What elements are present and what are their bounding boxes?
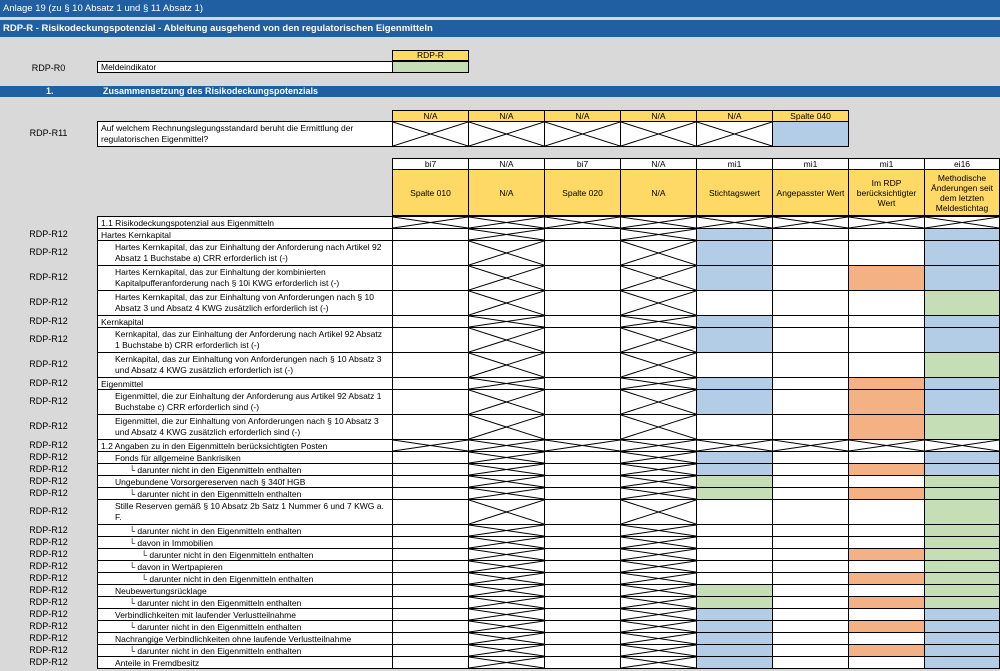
- row-code: RDP-R12: [29, 488, 68, 498]
- input-cell[interactable]: [392, 499, 469, 525]
- input-cell[interactable]: [924, 265, 1000, 291]
- row-code: RDP-R12: [29, 597, 68, 607]
- input-cell[interactable]: [772, 499, 849, 525]
- input-cell[interactable]: [696, 240, 773, 266]
- row-code: RDP-R12: [29, 633, 68, 643]
- input-cell[interactable]: [392, 389, 469, 415]
- row-label: Kernkapital, das zur Einhaltung der Anforderung nach Artikel 92 Absatz 1 Buchstabe b) CRR erforderlich ist (-): [97, 327, 393, 353]
- input-cell[interactable]: [696, 389, 773, 415]
- crossed-cell: [620, 121, 697, 147]
- input-cell[interactable]: [544, 389, 621, 415]
- annex-bar: Anlage 19 (zu § 10 Absatz 1 und § 11 Absatz 1): [0, 0, 1000, 17]
- row-label: └ darunter nicht in den Eigenmitteln enthalten: [97, 620, 393, 633]
- crossed-cell: [468, 121, 545, 147]
- crossed-cell: [620, 352, 697, 378]
- input-cell[interactable]: [544, 327, 621, 353]
- input-cell[interactable]: [696, 352, 773, 378]
- row-label: Anteile in Fremdbesitz: [97, 656, 393, 669]
- row-code: RDP-R12: [29, 525, 68, 535]
- column-code-header: mi1: [772, 158, 849, 170]
- input-cell[interactable]: [392, 240, 469, 266]
- row-code: RDP-R12: [29, 621, 68, 631]
- crossed-cell: [620, 265, 697, 291]
- column-header: Spalte 010: [392, 169, 469, 216]
- crossed-cell: [468, 389, 545, 415]
- input-cell[interactable]: [392, 265, 469, 291]
- row-label: Kernkapital, das zur Einhaltung von Anforderungen nach § 10 Absatz 3 und Absatz 4 KWG zusätzlich erforderlich ist (-): [97, 352, 393, 378]
- row-code: RDP-R12: [29, 334, 68, 344]
- r11-col-header: N/A: [468, 110, 545, 122]
- row-code: RDP-R12: [29, 561, 68, 571]
- row-code: RDP-R12: [29, 421, 68, 431]
- column-code-header: bi7: [544, 158, 621, 170]
- column-code-header: mi1: [696, 158, 773, 170]
- column-header: Im RDP berücksichtigter Wert: [848, 169, 925, 216]
- row-code: RDP-R12: [29, 573, 68, 583]
- row-label: Ungebundene Vorsorgereserven nach § 340f HGB: [97, 475, 393, 488]
- input-cell[interactable]: [544, 290, 621, 316]
- r11-col-header: N/A: [620, 110, 697, 122]
- row-label: Stille Reserven gemäß § 10 Absatz 2b Satz 1 Nummer 6 und 7 KWG a. F.: [97, 499, 393, 525]
- r11-col-header: N/A: [544, 110, 621, 122]
- crossed-cell: [468, 414, 545, 440]
- input-cell[interactable]: [696, 414, 773, 440]
- row-label: └ darunter nicht in den Eigenmitteln enthalten: [97, 548, 393, 561]
- crossed-cell: [392, 121, 469, 147]
- row-code: RDP-R12: [29, 537, 68, 547]
- input-cell[interactable]: [924, 656, 1000, 669]
- section-1-number: 1.: [46, 86, 54, 96]
- section-1-title: Zusammensetzung des Risikodeckungspotenzials: [103, 86, 319, 96]
- row-label: └ davon in Wertpapieren: [97, 560, 393, 573]
- row-label: Hartes Kernkapital, das zur Einhaltung von Anforderungen nach § 10 Absatz 3 und Absatz 4 KWG zusätzlich erforderlich ist (-): [97, 290, 393, 316]
- row-code: RDP-R12: [29, 378, 68, 388]
- column-code-header: N/A: [468, 158, 545, 170]
- row-code: RDP-R12: [29, 549, 68, 559]
- input-cell[interactable]: [848, 389, 925, 415]
- input-cell[interactable]: [392, 414, 469, 440]
- r11-label: Auf welchem Rechnungslegungsstandard beruht die Ermittlung der regulatorischen Eigenmittel?: [97, 121, 393, 147]
- r11-col-header: N/A: [392, 110, 469, 122]
- row-code: RDP-R12: [29, 359, 68, 369]
- input-cell[interactable]: [924, 389, 1000, 415]
- input-cell[interactable]: [848, 327, 925, 353]
- row-code: RDP-R12: [29, 396, 68, 406]
- row-label: Verbindlichkeiten mit laufender Verlustteilnahme: [97, 608, 393, 621]
- crossed-cell: [468, 656, 545, 669]
- crossed-cell: [468, 290, 545, 316]
- r11-col-header: N/A: [696, 110, 773, 122]
- crossed-cell: [620, 240, 697, 266]
- input-cell[interactable]: [848, 499, 925, 525]
- input-cell[interactable]: [924, 327, 1000, 353]
- row-code: RDP-R12: [29, 440, 68, 450]
- input-cell[interactable]: [544, 240, 621, 266]
- section-1-bar: [0, 86, 1000, 97]
- input-cell[interactable]: [772, 265, 849, 291]
- column-code-header: N/A: [620, 158, 697, 170]
- meldeindikator-input[interactable]: [392, 61, 469, 73]
- input-cell[interactable]: [848, 290, 925, 316]
- crossed-cell: [468, 499, 545, 525]
- row-code: RDP-R12: [29, 229, 68, 239]
- row-label: └ darunter nicht in den Eigenmitteln enthalten: [97, 572, 393, 585]
- input-cell[interactable]: [848, 656, 925, 669]
- column-header: N/A: [468, 169, 545, 216]
- row-label: Neubewertungsrücklage: [97, 584, 393, 597]
- row-code: RDP-R12: [29, 247, 68, 257]
- crossed-cell: [620, 389, 697, 415]
- input-cell[interactable]: [696, 327, 773, 353]
- input-cell[interactable]: [772, 327, 849, 353]
- column-code-header: bi7: [392, 158, 469, 170]
- row-code: RDP-R12: [29, 452, 68, 462]
- crossed-cell: [620, 290, 697, 316]
- input-cell[interactable]: [696, 656, 773, 669]
- column-header: Angepasster Wert: [772, 169, 849, 216]
- input-cell[interactable]: [772, 414, 849, 440]
- input-cell[interactable]: [544, 265, 621, 291]
- r0-label: Meldeindikator: [97, 61, 393, 73]
- input-cell[interactable]: [924, 240, 1000, 266]
- row-code: [0, 216, 97, 228]
- input-cell[interactable]: [924, 414, 1000, 440]
- input-cell[interactable]: [848, 352, 925, 378]
- input-cell[interactable]: [544, 414, 621, 440]
- crossed-cell: [620, 327, 697, 353]
- input-cell[interactable]: [392, 352, 469, 378]
- column-code-header: ei16: [924, 158, 1000, 170]
- row-label: Fonds für allgemeine Bankrisiken: [97, 451, 393, 464]
- row-label: └ davon in Immobilien: [97, 536, 393, 549]
- row-label: └ darunter nicht in den Eigenmitteln enthalten: [97, 487, 393, 500]
- r11-col-header: Spalte 040: [772, 110, 849, 122]
- input-cell[interactable]: [924, 352, 1000, 378]
- input-cell[interactable]: [848, 414, 925, 440]
- row-code: RDP-R12: [29, 464, 68, 474]
- crossed-cell: [544, 121, 621, 147]
- input-cell[interactable]: [772, 389, 849, 415]
- row-code: RDP-R12: [29, 657, 68, 667]
- row-label: Nachrangige Verbindlichkeiten ohne laufende Verlustteilnahme: [97, 632, 393, 645]
- row-label: Eigenmittel, die zur Einhaltung der Anforderung aus Artikel 92 Absatz 1 Buchstabe c) CRR erforderlich sind (-): [97, 389, 393, 415]
- r11-row-code: RDP-R11: [29, 128, 68, 138]
- row-code: RDP-R12: [29, 272, 68, 282]
- input-cell[interactable]: [772, 290, 849, 316]
- row-label: 1.2 Angaben zu in den Eigenmitteln berücksichtigten Posten: [97, 439, 393, 452]
- crossed-cell: [620, 499, 697, 525]
- input-cell[interactable]: [848, 240, 925, 266]
- column-header: N/A: [620, 169, 697, 216]
- row-code: RDP-R12: [29, 645, 68, 655]
- row-label: Eigenmittel, die zur Einhaltung von Anforderungen nach § 10 Absatz 3 und Absatz 4 KWG zusätzlich erforderlich sind (-): [97, 414, 393, 440]
- r0-column-header: RDP-R: [392, 50, 469, 61]
- row-label: Hartes Kernkapital, das zur Einhaltung der kombinierten Kapitalpufferanforderung nach § 10i KWG erforderlich ist (-): [97, 265, 393, 291]
- row-label: Kernkapital: [97, 315, 393, 328]
- row-label: 1.1 Risikodeckungspotenzial aus Eigenmitteln: [97, 216, 393, 229]
- crossed-cell: [468, 327, 545, 353]
- input-cell[interactable]: [392, 327, 469, 353]
- crossed-cell: [468, 265, 545, 291]
- crossed-cell: [468, 240, 545, 266]
- row-label: Hartes Kernkapital: [97, 228, 393, 241]
- row-code: RDP-R12: [29, 316, 68, 326]
- input-cell[interactable]: [696, 265, 773, 291]
- row-label: Hartes Kernkapital, das zur Einhaltung der Anforderung nach Artikel 92 Absatz 1 Buchstabe a) CRR erforderlich ist (-): [97, 240, 393, 266]
- input-cell[interactable]: [696, 290, 773, 316]
- input-cell[interactable]: [392, 656, 469, 669]
- input-cell[interactable]: [544, 352, 621, 378]
- column-header: Methodische Änderungen seit dem letzten Meldestichtag: [924, 169, 1000, 216]
- r0-row-code: RDP-R0: [31, 63, 66, 73]
- input-cell[interactable]: [772, 352, 849, 378]
- crossed-cell: [620, 656, 697, 669]
- input-cell[interactable]: [696, 499, 773, 525]
- crossed-cell: [468, 352, 545, 378]
- row-code: RDP-R12: [29, 506, 68, 516]
- row-label: └ darunter nicht in den Eigenmitteln enthalten: [97, 463, 393, 476]
- input-cell[interactable]: [924, 499, 1000, 525]
- column-header: Spalte 020: [544, 169, 621, 216]
- input-cell[interactable]: [848, 265, 925, 291]
- input-cell[interactable]: [544, 656, 621, 669]
- input-cell[interactable]: [924, 290, 1000, 316]
- row-code: RDP-R12: [29, 609, 68, 619]
- form-title: RDP-R - Risikodeckungspotenzial - Ableitung ausgehend von den regulatorischen Eigenmitteln: [0, 20, 1000, 37]
- row-code: RDP-R12: [29, 585, 68, 595]
- input-cell[interactable]: [772, 656, 849, 669]
- column-code-header: mi1: [848, 158, 925, 170]
- row-label: └ darunter nicht in den Eigenmitteln enthalten: [97, 524, 393, 537]
- row-code: RDP-R12: [29, 476, 68, 486]
- row-code: RDP-R12: [29, 297, 68, 307]
- input-cell[interactable]: [772, 240, 849, 266]
- row-label: └ darunter nicht in den Eigenmitteln enthalten: [97, 596, 393, 609]
- input-cell[interactable]: [392, 290, 469, 316]
- row-label: └ darunter nicht in den Eigenmitteln enthalten: [97, 644, 393, 657]
- column-header: Stichtagswert: [696, 169, 773, 216]
- row-label: Eigenmittel: [97, 377, 393, 390]
- crossed-cell: [696, 121, 773, 147]
- input-cell[interactable]: [544, 499, 621, 525]
- crossed-cell: [620, 414, 697, 440]
- r11-input-cell[interactable]: [772, 121, 849, 147]
